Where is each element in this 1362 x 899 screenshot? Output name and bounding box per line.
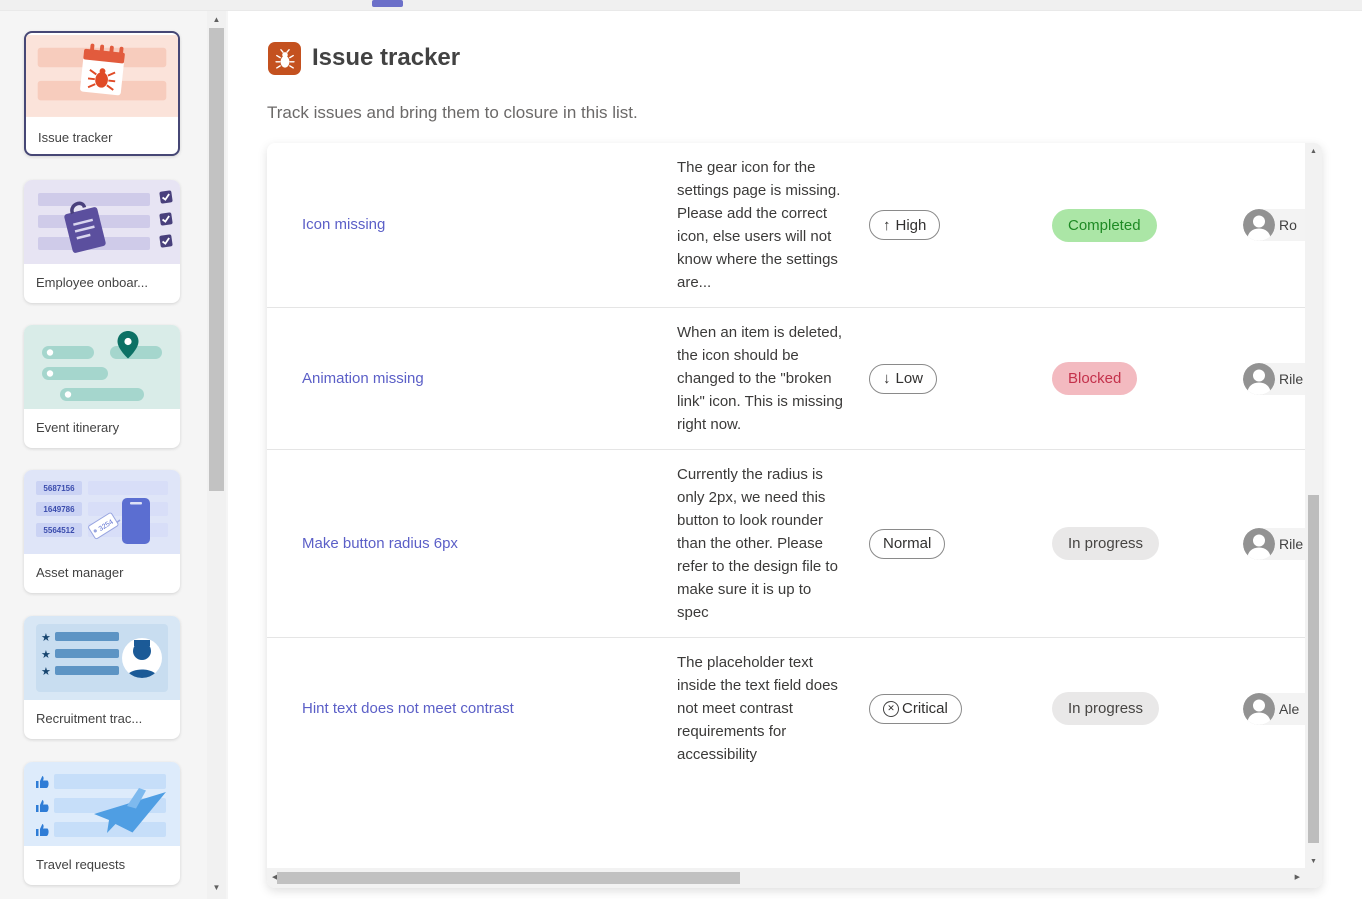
status-label: Blocked [1068,370,1122,387]
template-card-issue-tracker[interactable] [24,31,180,156]
issue-status-cell [1052,362,1243,395]
scroll-down-arrow-icon[interactable]: ▼ [212,883,221,892]
priority-pill[interactable] [869,694,962,724]
status-badge[interactable] [1052,362,1137,395]
issue-assignee-cell [1243,209,1305,241]
table-hscrollbar-thumb[interactable] [277,872,740,884]
priority-label: Low [895,370,924,387]
issue-title-link[interactable]: Animation missing [302,369,424,387]
page-title: Issue tracker [312,44,461,71]
priority-pill[interactable] [869,210,940,240]
travel-requests-thumbnail [24,762,180,846]
employee-onboarding-thumbnail [24,180,180,264]
template-label: Employee onboar... [36,275,149,290]
table-row [267,143,1305,308]
table-vscrollbar-thumb[interactable] [1308,495,1319,843]
assignee-name: Rile [1279,370,1304,387]
issue-status-cell [1052,692,1243,725]
event-itinerary-thumbnail [24,325,180,409]
issue-description: The gear icon for the settings page is missing. Please add the correct icon, else users will not know where the settings are... [677,159,841,291]
issue-title-link[interactable]: Icon missing [302,216,386,233]
issue-priority-cell [869,694,1052,724]
star-icon: ★ [41,666,51,678]
assignee[interactable] [1243,209,1305,241]
issue-status-cell [1052,527,1243,560]
person-avatar-icon [1243,693,1275,725]
bug-icon [274,48,296,70]
scroll-up-arrow-icon[interactable]: ▲ [212,15,221,24]
priority-label: Critical [902,700,948,717]
recruitment-tracker-thumbnail [24,616,180,700]
issue-title-link[interactable]: Make button radius 6px [302,534,458,552]
priority-label: Normal [883,535,932,552]
issue-title-cell [267,700,677,718]
template-label: Travel requests [36,857,126,872]
template-sidebar [0,11,228,899]
issue-assignee-cell [1243,363,1305,395]
page-subtitle: Track issues and bring them to closure in this list. [267,103,638,122]
sidebar-scrollbar[interactable] [207,11,226,899]
status-badge[interactable] [1052,209,1157,242]
person-avatar-icon [1243,363,1275,395]
scroll-up-arrow-icon[interactable]: ▲ [1310,148,1317,155]
assignee-name: Rile [1279,535,1304,552]
scroll-left-arrow-icon[interactable]: ◀ [272,874,278,881]
template-label: Recruitment trac... [36,711,143,726]
star-icon: ★ [41,649,51,661]
template-card-recruitment-tracker[interactable] [24,616,180,739]
scroll-down-arrow-icon[interactable]: ▼ [1310,858,1317,865]
issue-assignee-cell [1243,693,1305,725]
asset-number: 5687156 [43,484,75,493]
issue-title-link[interactable]: Hint text does not meet contrast [302,699,514,717]
checkbox-icon [159,190,173,248]
issue-priority-cell [869,210,1052,240]
table-horizontal-scrollbar[interactable] [267,868,1305,888]
issue-title-cell [267,370,677,388]
issue-tracker-thumbnail [26,33,178,119]
template-label: Issue tracker [38,130,113,145]
star-icon: ★ [41,632,51,644]
status-label: Completed [1068,216,1141,234]
issue-description: Currently the radius is only 2px, we need this button to look rounder than the other. Please refer to the design file to make sure it is up to spec [677,466,838,621]
issue-priority-cell [869,364,1052,394]
issue-title-cell [267,216,677,234]
issue-description: When an item is deleted, the icon should be changed to the "broken link" icon. This is missing right now. [677,324,843,433]
selected-tab-indicator [372,0,403,7]
table-vertical-scrollbar[interactable] [1305,143,1322,868]
template-preview-pane [228,11,1362,899]
sidebar-scrollbar-thumb[interactable] [209,28,224,491]
scroll-right-arrow-icon[interactable]: ▶ [1294,874,1300,881]
table-row [267,308,1305,450]
asset-number: 1649786 [43,505,75,514]
issue-description: The placeholder text inside the text field does not meet contrast requirements for accessibility [677,654,838,763]
assignee[interactable] [1243,693,1305,725]
scrollbar-corner [1305,868,1322,888]
issue-assignee-cell [1243,528,1305,560]
assignee-name: Ale [1279,700,1300,717]
dismiss-circle-icon: ✕ [883,701,899,717]
person-avatar-icon [1243,209,1275,241]
template-card-asset-manager[interactable] [24,470,180,593]
assignee-name: Ro [1279,217,1297,233]
template-card-employee-onboarding[interactable] [24,180,180,303]
table-row [267,638,1305,779]
arrow-up-icon: ↑ [883,216,891,234]
template-card-event-itinerary[interactable] [24,325,180,448]
arrow-down-icon: ↓ [883,370,891,387]
issue-tracker-tile [268,42,301,75]
dialog-top-bar [0,0,1362,11]
status-badge[interactable] [1052,527,1159,560]
template-card-travel-requests[interactable] [24,762,180,885]
tag-number: 3254 [97,518,115,533]
issue-table-rows [267,143,1305,779]
template-label: Asset manager [36,565,124,580]
issue-status-cell [1052,209,1243,242]
table-row [267,450,1305,638]
status-label: In progress [1068,535,1144,552]
asset-manager-thumbnail [24,470,180,554]
status-badge[interactable] [1052,692,1159,725]
template-label: Event itinerary [36,420,120,435]
assignee[interactable] [1243,528,1305,560]
issue-title-cell [267,535,677,553]
priority-pill[interactable] [869,364,937,394]
status-label: In progress [1068,700,1144,717]
issue-priority-cell [869,529,1052,559]
priority-label: High [895,216,927,234]
assignee[interactable] [1243,363,1305,395]
issue-list-preview [267,143,1322,888]
issue-table-viewport [267,143,1305,868]
asset-number: 5564512 [43,526,75,535]
person-avatar-icon [1243,528,1275,560]
priority-pill[interactable] [869,529,945,559]
